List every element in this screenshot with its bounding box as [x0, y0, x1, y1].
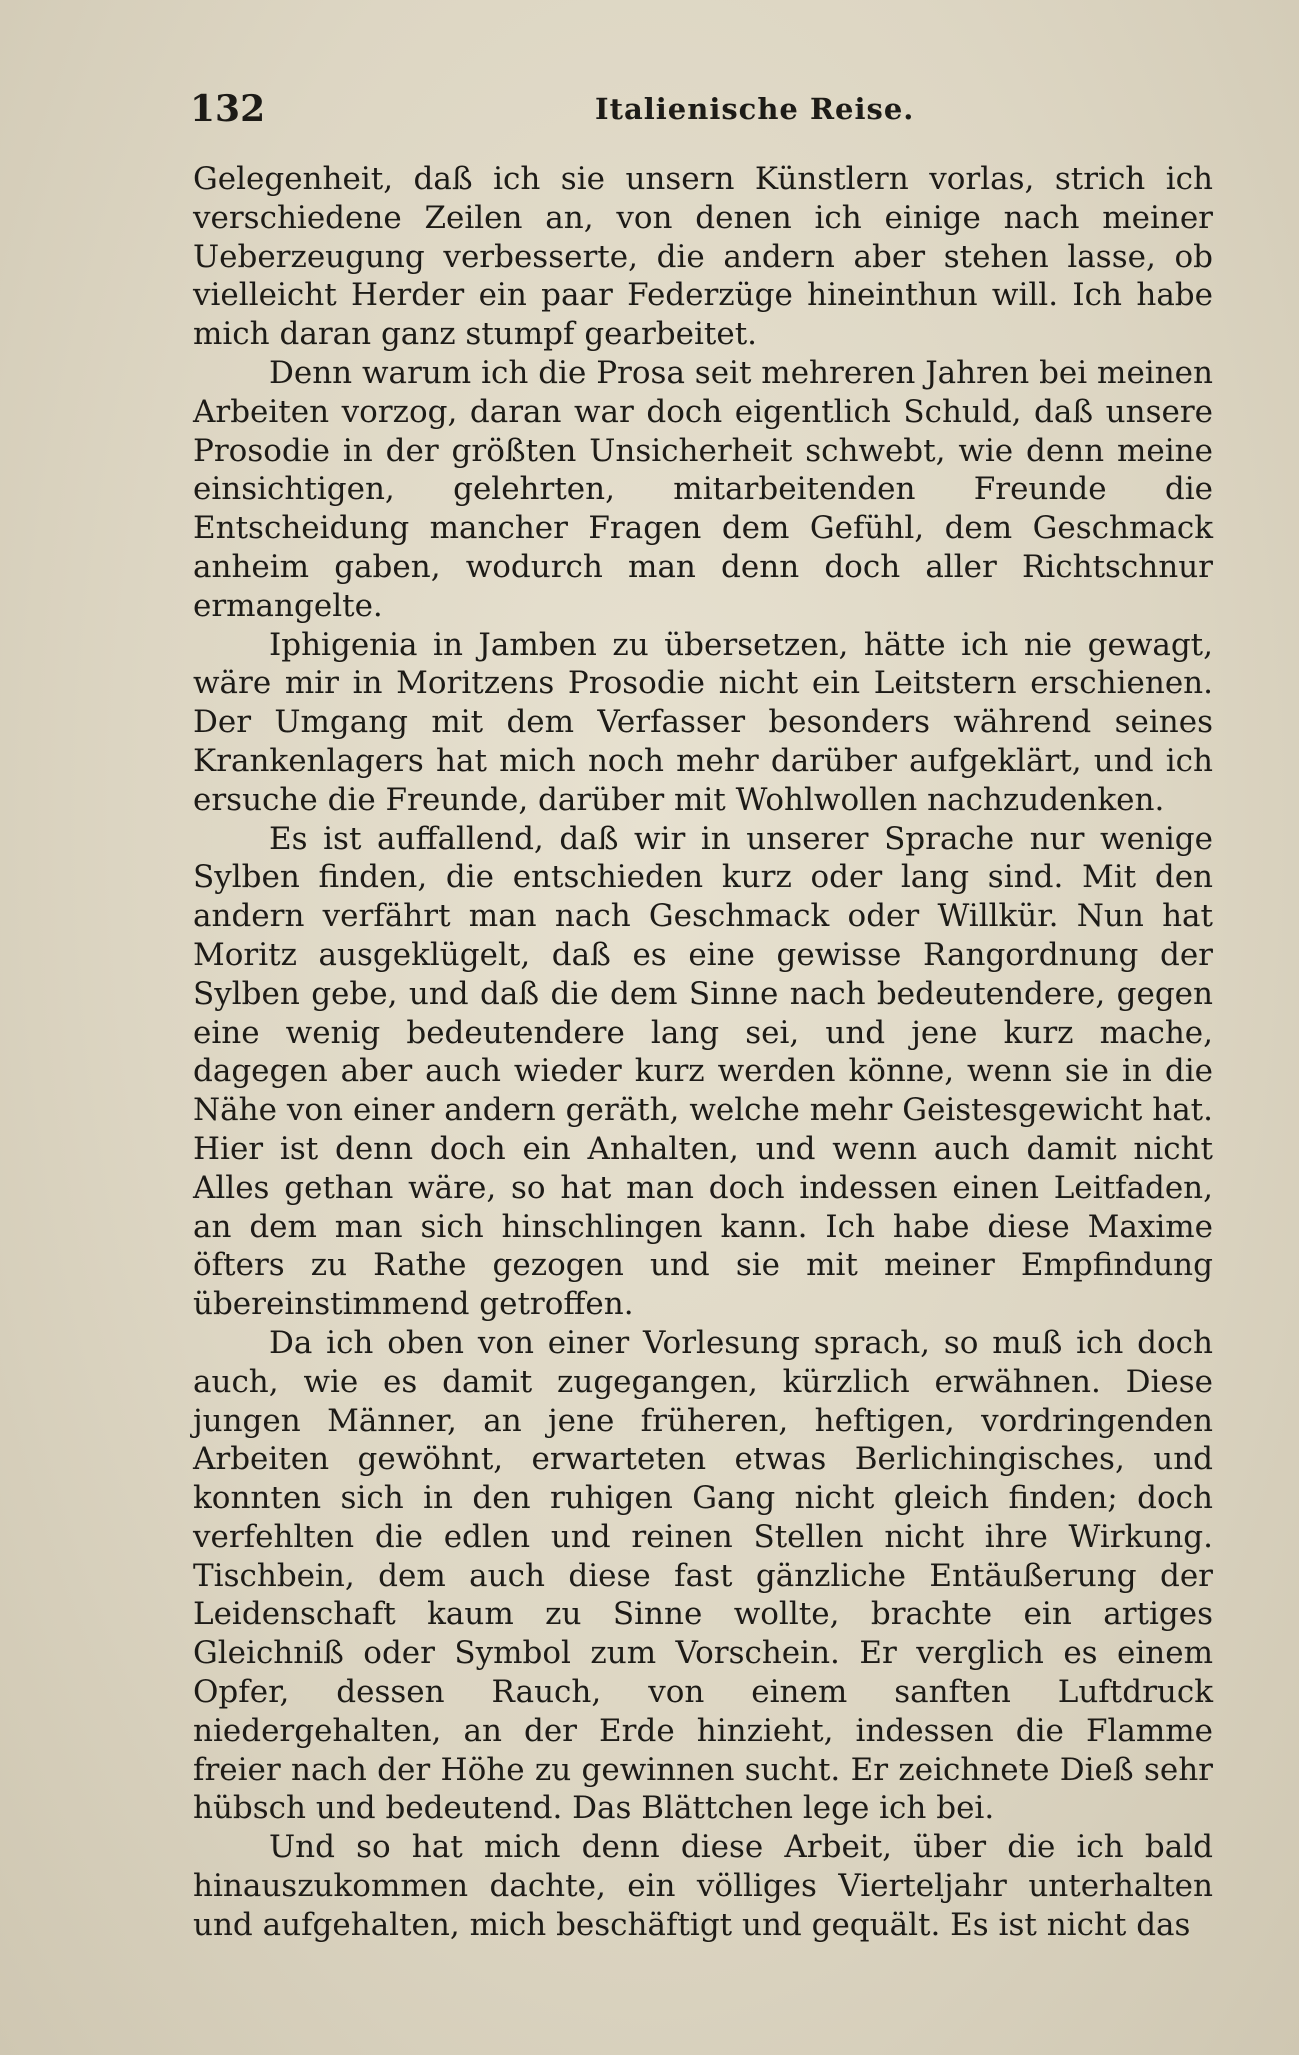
page-header — [190, 78, 1219, 138]
paragraph: Iphigenia in Jamben zu übersetzen, hätte ich nie gewagt, wäre mir in Moritzens Prosodie nicht ein Leitstern erschienen. Der Umgang mit dem Verfasser besonders während seines Krankenlagers hat mich noch mehr darüber aufgeklärt, und ich ersuche die Freunde, darüber mit Wohlwollen nachzudenken. — [193, 626, 1213, 818]
paragraph: Da ich oben von einer Vorlesung sprach, so muß ich doch auch, wie es damit zugegangen, kürzlich erwähnen. Diese jungen Männer, an jene früheren, heftigen, vordringenden Arbeiten gewöhnt, erwarteten etwas Berlichingisches, und konnten sich in den ruhigen Gang nicht gleich finden; doch verfehlten die edlen und reinen Stellen nicht ihre Wirkung. Tischbein, dem auch diese fast gänzliche Entäußerung der Leidenschaft kaum zu Sinne wollte, brachte ein artiges Gleichniß oder Symbol zum Vorschein. Er verglich es einem Opfer, dessen Rauch, von einem sanften Luftdruck niedergehalten, an der Erde hinzieht, indessen die Flamme freier nach der Höhe zu gewinnen sucht. Er zeichnete Dieß sehr hübsch und bedeutend. Das Blättchen lege ich bei. — [193, 1324, 1213, 1827]
paragraph: Es ist auffallend, daß wir in unserer Sprache nur wenige Sylben finden, die entschieden kurz oder lang sind. Mit den andern verfährt man nach Geschmack oder Willkür. Nun hat Moritz ausgeklügelt, daß es eine gewisse Rangordnung der Sylben gebe, und daß die dem Sinne nach bedeutendere, gegen eine wenig bedeutendere lang sei, und jene kurz mache, dagegen aber auch wieder kurz werden könne, wenn sie in die Nähe von einer andern geräth, welche mehr Geistesgewicht hat. Hier ist denn doch ein Anhalten, und wenn auch damit nicht Alles gethan wäre, so hat man doch indessen einen Leitfaden, an dem man sich hinschlingen kann. Ich habe diese Maxime öfters zu Rathe gezogen und sie mit meiner Empfindung übereinstimmend getroffen. — [193, 820, 1213, 1323]
running-title: Italienische Reise. — [595, 92, 915, 126]
paragraph: Und so hat mich denn diese Arbeit, über die ich bald hinauszukommen dachte, ein völliges Vierteljahr unterhalten und aufgehalten, mich beschäftigt und gequält. Es ist nicht das — [193, 1829, 1213, 1943]
body-text — [193, 160, 1213, 1945]
paragraph: Gelegenheit, daß ich sie unsern Künstlern vorlas, strich ich verschiedene Zeilen an, von denen ich einige nach meiner Ueberzeugung verbesserte, die andern aber stehen lasse, ob vielleicht Herder ein paar Federzüge hineinthun will. Ich habe mich daran ganz stumpf gearbeitet. — [193, 161, 1213, 353]
paragraph: Denn warum ich die Prosa seit mehreren Jahren bei meinen Arbeiten vorzog, daran war doch eigentlich Schuld, daß unsere Prosodie in der größten Unsicherheit schwebt, wie denn meine einsichtigen, gelehrten, mitarbeitenden Freunde die Entscheidung mancher Fragen dem Gefühl, dem Geschmack anheim gaben, wodurch man denn doch aller Richtschnur ermangelte. — [193, 354, 1213, 624]
page-number: 132 — [190, 88, 266, 130]
